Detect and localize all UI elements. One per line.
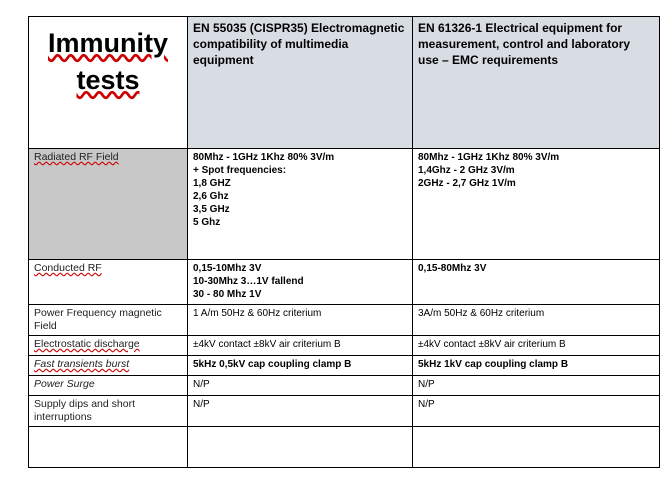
conducted-en55035-line: 10-30Mhz 3…1V fallend [193,276,304,287]
radiated-en55035 [188,149,413,260]
esd-en61326: ±4kV contact ±8kV air criterium B [413,336,660,356]
title-line-2: tests [76,65,140,95]
conducted-en61326-line: 0,15-80Mhz 3V [418,263,487,274]
fast-transients-en61326: 5kHz 1kV cap coupling clamp B [413,356,660,376]
empty-cell [188,427,413,468]
esd-en55035: ±4kV contact ±8kV air criterium B [188,336,413,356]
radiated-en55035-line: 80Mhz - 1GHz 1Khz 80% 3V/m [193,152,335,163]
row-label-esd [29,336,188,356]
dips-en61326: N/P [413,396,660,427]
table-row-esd [29,336,660,356]
table-row-dips [29,396,660,427]
standard-en55035-header: EN 55035 (CISPR35) Electromagnetic compatibility of multimedia equipment [188,17,413,149]
power-frequency-en55035: 1 A/m 50Hz & 60Hz criterium [188,305,413,336]
empty-cell [413,427,660,468]
dips-en55035: N/P [188,396,413,427]
table-row-power-frequency [29,305,660,336]
radiated-en55035-line: + Spot frequencies: [193,165,287,176]
fast-transients-label: Fast transients burst [34,358,130,370]
conducted-en55035-line: 30 - 80 Mhz 1V [193,289,262,300]
conducted-label: Conducted RF [34,262,102,274]
row-label-power-surge: Power Surge [29,376,188,396]
radiated-en55035-line: 5 Ghz [193,217,221,228]
row-label-fast-transients [29,356,188,376]
standard-en61326-header: EN 61326-1 Electrical equipment for measurement, control and laboratory use – EMC requirements [413,17,660,149]
radiated-en55035-line: 3,5 GHz [193,204,230,215]
radiated-en55035-line: 1,8 GHZ [193,178,231,189]
immunity-tests-table [28,16,660,468]
power-surge-en55035: N/P [188,376,413,396]
row-label-power-frequency: Power Frequency magnetic Field [29,305,188,336]
radiated-label: Radiated RF Field [34,151,119,163]
title-line-1: Immunity [47,28,168,58]
conducted-en55035-line: 0,15-10Mhz 3V [193,263,262,274]
row-label-radiated [29,149,188,260]
radiated-en61326 [413,149,660,260]
radiated-en55035-line: 2,6 Ghz [193,191,229,202]
power-surge-en61326: N/P [413,376,660,396]
fast-transients-en55035: 5kHz 0,5kV cap coupling clamp B [188,356,413,376]
radiated-en61326-line: 80Mhz - 1GHz 1Khz 80% 3V/m [418,152,560,163]
row-label-dips: Supply dips and short interruptions [29,396,188,427]
table-row-radiated [29,149,660,260]
radiated-en61326-line: 1,4Ghz - 2 GHz 3V/m [418,165,515,176]
row-label-conducted [29,260,188,305]
table-row-empty [29,427,660,468]
title-cell [29,17,188,149]
table-row-power-surge [29,376,660,396]
esd-label: Electrostatic discharge [34,338,140,350]
radiated-en61326-line: 2GHz - 2,7 GHz 1V/m [418,178,516,189]
header-row [29,17,660,149]
table-row-fast-transients [29,356,660,376]
power-frequency-en61326: 3A/m 50Hz & 60Hz criterium [413,305,660,336]
conducted-en55035 [188,260,413,305]
conducted-en61326 [413,260,660,305]
empty-cell [29,427,188,468]
table-row-conducted [29,260,660,305]
